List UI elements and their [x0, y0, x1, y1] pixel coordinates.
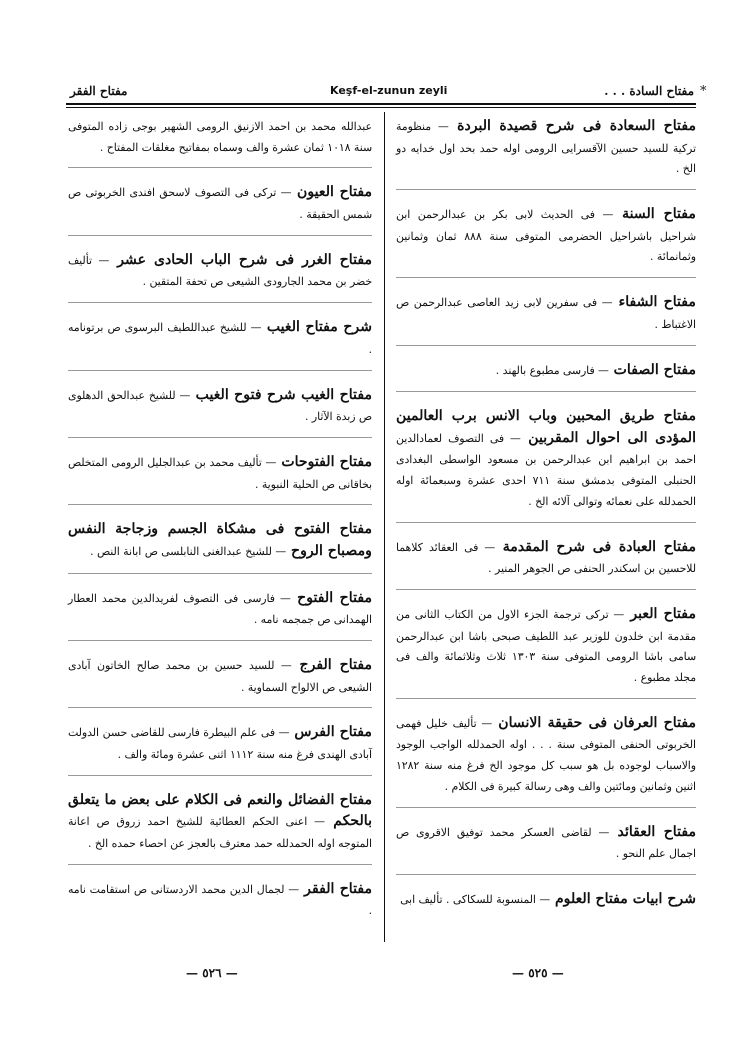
entry-body: — فارسى فى التصوف لفريدالدين محمد العطار الهمدانى ص جمجمه نامه .	[68, 591, 372, 627]
entry	[396, 604, 696, 699]
entry	[68, 116, 372, 168]
entry-body: — فى الحديث لابى بكر بن عبدالرحمن ابن شراحيل باشراحيل الحضرمى المتوفى سنة ٨٨٨ ثمان وثمانين وثمانمائة .	[396, 208, 697, 264]
entry-heading: مفتاح الشفاء	[618, 294, 696, 311]
header-rule	[66, 103, 696, 105]
entry-heading: مفتاح الفرس	[294, 724, 372, 741]
entry-body: — تركى فى التصوف لاسحق افندى الخربوتى ص شمس الحقيقة .	[68, 186, 372, 222]
header-rule-thin	[66, 107, 696, 108]
entry	[396, 822, 696, 875]
entry-heading: مفتاح العقائد	[617, 823, 697, 840]
entry-body: — تأليف خضر بن محمد الجارودى الشيعى ص تحفة المتقين .	[68, 253, 372, 289]
entry-heading: مفتاح السعادة فى شرح قصيدة البردة	[457, 118, 696, 134]
running-header-center: Keşf-el-zunun zeyli	[330, 84, 448, 97]
entry	[68, 790, 372, 865]
entry-body: — تأليف خليل فهمى الخربوتى الحنفى المتوفى سنة . . . اوله الحمدلله الواجب الوجود والاسباب لوجوده بل هو سبب كل موجود الخ فرغ منه سنة ١٢٨٢ اثنين وثمانين ومائتين والف وهى رسالة كبيرة فى الكلام .	[396, 716, 696, 793]
entry-heading: مفتاح الفرج	[299, 656, 373, 673]
entry-body: — فى العقائد كلاهما للاحسين بن اسكندر الحنفى ص الجوهر المنير .	[396, 540, 696, 576]
entry-body: — للشيخ عبدالغنى النابلسى ص ابانة النص .	[90, 544, 287, 558]
entry-heading: مفتاح العبادة فى شرح المقدمة	[502, 538, 697, 555]
entry-heading: مفتاح العرفان فى حقيقة الانسان	[498, 714, 696, 731]
entry-heading: مفتاح العبر	[630, 605, 696, 622]
entry	[68, 317, 372, 370]
entry-heading: مفتاح الغيب شرح فتوح الغيب	[195, 386, 372, 403]
entry-heading: شرح ابيات مفتاح العلوم	[554, 891, 696, 907]
entry-body: — فى سفرين لابى زيد العاصى عبدالرحمن ص الاغتباط .	[396, 296, 696, 331]
entry-body: — منظومة تركية للسيد حسين الآقسرايى الرومى اوله حمد بحد اول خدايه دو الخ .	[396, 120, 696, 176]
column-divider	[384, 112, 385, 942]
entry-heading: مفتاح الصفات	[613, 361, 696, 378]
entry-heading: مفتاح الفضائل والنعم فى الكلام على بعض ما يتعلق بالحكم	[68, 791, 372, 830]
entry-body: — لقاضى العسكر محمد توفيق الاقروى ص اجمال علم النحو .	[396, 825, 696, 861]
entry-heading: مفتاح الفتوح فى مشكاة الجسم وزجاجة النفس ومصباح الروح	[68, 521, 372, 559]
entry-body: — للشيخ عبدالحق الدهلوى ص زبدة الآثار .	[68, 388, 372, 424]
entry-body: — المنسوبة للسكاكى . تأليف ابى	[400, 893, 551, 906]
asterisk-mark: *	[700, 84, 707, 99]
entry-heading: مفتاح السنة	[622, 206, 696, 223]
entry-heading: مفتاح الفتوحات	[281, 453, 372, 470]
entry	[68, 519, 372, 573]
entry	[68, 588, 372, 641]
entry-body: — فى التصوف لعمادالدين احمد بن ابراهيم ابن عبدالرحمن بن مسعود الواسطى البغدادى الحنبلى المتوفى بدمشق سنة ٧١١ احدى عشرة وسبعمائة اوله الحمدلله على نعمائه وتوالى آلائه الخ .	[396, 431, 696, 508]
entry-body: — تأليف محمد بن عبدالجليل الرومى المتخلص بخاقانى ص الحلية النبوية .	[68, 455, 372, 491]
entry-heading: مفتاح الفقر	[304, 880, 373, 897]
entry	[396, 713, 696, 808]
entry-body: — فى علم البيطرة فارسى للقاضى حسن الدولت آبادى الهندى فرغ منه سنة ١١١٢ اثنى عشرة ومائة والف .	[68, 726, 372, 761]
entry-body: — فارسى مطبوع بالهند .	[495, 363, 609, 377]
entry-body: — لجمال الدين محمد الاردستانى ص استقامت نامه .	[68, 882, 372, 918]
entry-heading: مفتاح العيون	[297, 184, 372, 201]
entry	[396, 406, 696, 522]
entry	[396, 292, 696, 345]
entry-heading: شرح مفتاح الغيب	[266, 319, 373, 336]
entry	[68, 879, 372, 931]
entry-body: — للشيخ عبداللطيف البرسوى ص برتونامه .	[68, 321, 372, 356]
page-number-left: — ٥٢٦ —	[186, 966, 238, 980]
entry-body: — تركى ترجمة الجزء الاول من الكتاب الثانى من مقدمة ابن خلدون للوزير عبد اللطيف صبحى باشا ابن عبدالرحمن سامى باشا الرومى المتوفى سنة ١٣٠٣ ثلاث وثلاثمائة والف فى مجلد مطبوع .	[396, 607, 697, 685]
entry	[396, 204, 696, 278]
entry	[396, 360, 696, 393]
entry-body: — اعنى الحكم العطائية للشيخ احمد زروق ص اعانة المتوجه اوله الحمدلله حمد معترف بالعجز عن احصاء حمده الخ .	[68, 815, 372, 850]
entry	[396, 116, 696, 190]
entry-heading: مفتاح الفتوح	[297, 589, 372, 606]
right-column	[396, 116, 696, 935]
running-header-left: مفتاح الفقر	[70, 84, 128, 98]
entry	[396, 889, 696, 921]
entry-body: عبدالله محمد بن احمد الازنيق الرومى الشهير بوجى زاده المتوفى سنة ١٠١٨ ثمان عشرة والف وسماه بمفاتيح مغلقات المفتاح .	[68, 120, 372, 154]
entry-heading: مفتاح الغرر فى شرح الباب الحادى عشر	[117, 251, 372, 268]
entry	[68, 385, 372, 438]
entry-heading: مفتاح طريق المحبين وباب الانس برب العالمين المؤدى الى احوال المقربين	[396, 408, 697, 446]
entry	[68, 655, 372, 708]
entry	[68, 722, 372, 775]
entry	[68, 182, 372, 235]
entry	[68, 250, 372, 303]
entry	[396, 537, 696, 590]
entry-body: — للسيد حسين بن محمد صالح الخاتون آبادى الشيعى ص الالواح السماوية .	[68, 658, 372, 694]
page-number-right: — ٥٢٥ —	[512, 966, 564, 980]
left-column	[68, 116, 372, 945]
entry	[68, 452, 372, 505]
running-header-right: مفتاح السادة . . .	[604, 84, 694, 98]
